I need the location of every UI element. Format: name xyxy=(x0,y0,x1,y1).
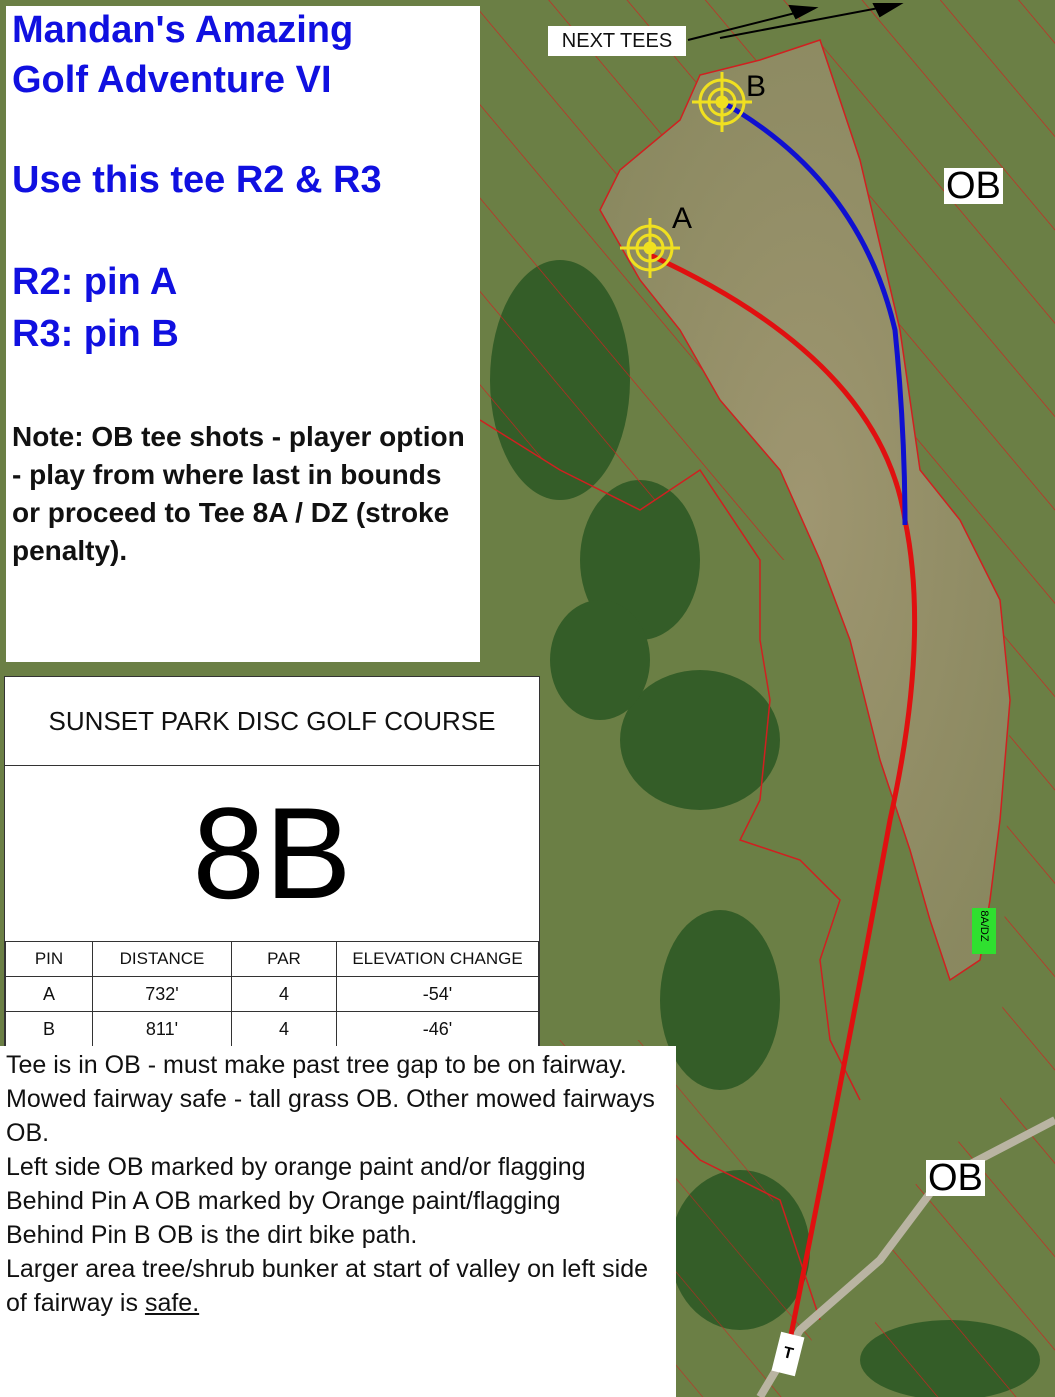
header-distance: DISTANCE xyxy=(93,942,232,977)
header-elevation: ELEVATION CHANGE xyxy=(337,942,539,977)
cell-distance: 732' xyxy=(93,977,232,1012)
rule-line: Left side OB marked by orange paint and/or flagging xyxy=(6,1153,586,1181)
course-name: SUNSET PARK DISC GOLF COURSE xyxy=(5,677,539,766)
table-header-row xyxy=(6,942,539,977)
pin-b-label: B xyxy=(746,70,767,103)
next-tees-label: NEXT TEES xyxy=(548,26,686,56)
cell-pin: A xyxy=(6,977,93,1012)
scorecard-panel xyxy=(4,676,540,1048)
rules-text xyxy=(6,1048,674,1320)
safe-underlined: safe. xyxy=(144,1289,200,1317)
r2-pin-text: R2: pin A xyxy=(12,261,178,303)
cell-par: 4 xyxy=(232,1012,337,1047)
ob-note: Note: OB tee shots - player option - play from where last in bounds or proceed to Tee 8A / DZ (stroke penalty). xyxy=(12,421,465,566)
rule-line-last xyxy=(6,1252,674,1320)
pin-a-label: A xyxy=(672,202,693,235)
r3-pin-text: R3: pin B xyxy=(12,313,179,355)
tee-marker: T xyxy=(772,1332,805,1377)
title-line1: Mandan's Amazing xyxy=(12,9,354,51)
cell-par: 4 xyxy=(232,977,337,1012)
title-panel xyxy=(6,6,480,662)
rule-line: Behind Pin A OB marked by Orange paint/flagging xyxy=(6,1187,561,1215)
title-line2: Golf Adventure VI xyxy=(12,59,332,101)
table-row xyxy=(6,1012,539,1047)
cell-pin: B xyxy=(6,1012,93,1047)
dz-tag: 8A/DZ xyxy=(972,908,996,954)
cell-elevation: -46' xyxy=(337,1012,539,1047)
use-tee-text: Use this tee R2 & R3 xyxy=(12,159,382,201)
rule-line: Behind Pin B OB is the dirt bike path. xyxy=(6,1221,418,1249)
table-row xyxy=(6,977,539,1012)
rule-line: Mowed fairway safe - tall grass OB. Other mowed fairways OB. xyxy=(6,1085,655,1147)
rule-line: Tee is in OB - must make past tree gap to be on fairway. xyxy=(6,1051,627,1079)
cell-elevation: -54' xyxy=(337,977,539,1012)
rule-line: Larger area tree/shrub bunker at start of valley on left side of fairway is xyxy=(6,1255,649,1317)
cell-distance: 811' xyxy=(93,1012,232,1047)
header-par: PAR xyxy=(232,942,337,977)
hole-number: 8B xyxy=(192,780,352,926)
header-pin: PIN xyxy=(6,942,93,977)
rules-panel xyxy=(0,1046,676,1397)
ob-label-bottom: OB xyxy=(928,1157,983,1199)
hole-table xyxy=(5,941,539,1047)
ob-label-top: OB xyxy=(946,165,1001,207)
